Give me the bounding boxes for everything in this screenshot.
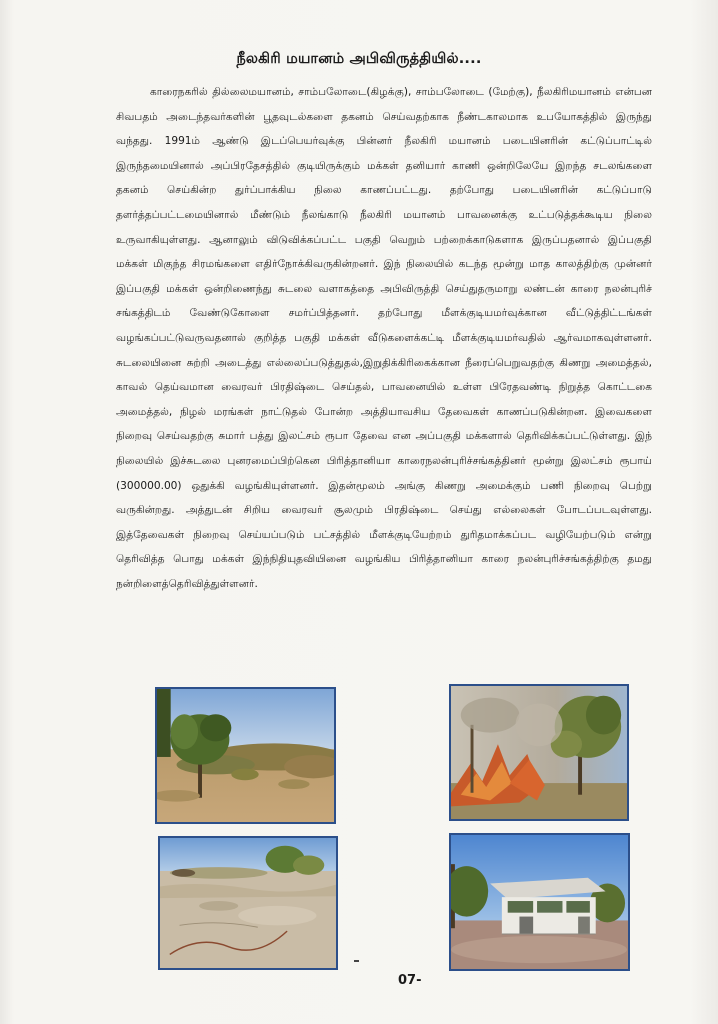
photo-scrubland: [155, 687, 336, 824]
article-body: காரைநகரில் தில்லைமயானம், சாம்பலோடை(கிழக்கு), சாம்பலோடை (மேற்கு), நீலகிரிமயானம் என்பன சிவபதம் அடைந்தவர்களின் பூதவுடல்களை தகனம் செய்வதற்காக நீண்டகாலமாக உபயோகத்தில் இருந்து வந்தது. 1991ம் ஆண்டு இடப்பெயர்வுக்கு பின்னர் நீலகிரி மயானம் படையினரின் கட்டுப்பாட்டில் இருந்தமையினால் அப்பிரதேசத்தில் குடியிருக்கும் மக்கள் தனியார் காணி ஒன்றிலேயே இறந்த சடலங்களை தகனம் செய்கின்ற துர்ப்பாக்கிய நிலை காணப்பட்டது. தற்போது படையினரின் கட்டுப்பாடு தளர்த்தப்பட்டமையினால் மீண்டும் நீலங்காடு நீலகிரி மயானம் பாவனைக்கு உட்படுத்தக்கூடிய நிலை உருவாகியுள்ளது. ஆனாலும் விடுவிக்கப்பட்ட பகுதி வெறும் பற்றைக்காடுகளாக இருப்பதனால் இப்பகுதி மக்கள் மிகுந்த சிரமங்களை எதிர்நோக்கிவருகின்றனர். இந் நிலையில் கடந்த மூன்று மாத காலத்திற்கு முன்னர் இப்பகுதி மக்கள் ஒன்றிணைந்து சுடலை வளாகத்தை அபிவிருத்தி செய்துதருமாறு லண்டன் காரை நலன்புரிச் சங்கத்திடம் வேண்டுகோளை சமர்ப்பித்தனர். தற்போது மீளக்குடியமர்வுக்கான வீட்டுத்திட்டங்கள் வழங்கப்பட்டுவருவதனால் குறித்த பகுதி மக்கள் வீடுகளைக்கட்டி மீளக்குடியமர்வதில் ஆர்வமாகவுள்ளனர். சுடலையினை சுற்றி அடைத்து எல்லைப்படுத்துதல்,இறுதிக்கிரிகைக்கான நீரைப்பெறுவதற்கு கிணறு அமைத்தல், காவல் தெய்வமான வைரவர் பிரதிஷ்டை செய்தல், பாவனையில் உள்ள பிரேதவண்டி நிறுத்த கொட்டகை அமைத்தல், நிழல் மரங்கள் நாட்டுதல் போன்ற அத்தியாவசிய தேவைகள் காணப்படுகின்றன. இவைகளை நிறைவு செய்வதற்கு சுமார் பத்து இலட்சம் ரூபா தேவை என அப்பகுதி மக்களால் தெரிவிக்கப்பட்டுள்ளது. இந் நிலையில் இச்சுடலை புனரமைப்பிற்கென பிரித்தானியா காரைநலன்புரிச்சங்கத்தினர் மூன்று இலட்சம் ரூபாய் (300000.00) ஒதுக்கி வழங்கியுள்ளனர். இதன்மூலம் அங்கு கிணறு அமைக்கும் பணி நிறைவு பெற்று வருகின்றது. அத்துடன் சிறிய வைரவர் சூலமும் பிரதிஷ்டை செய்து எல்லைகள் போடப்படவுள்ளது. இத்தேவைகள் நிறைவு செய்யப்படும் பட்சத்தில் மீளக்குடியேற்றம் துரிதமாக்கப்பட வழியேற்படும் என்று தெரிவித்த பொது மக்கள் இந்நிதியுதவியினை வழங்கிய பிரித்தானியா காரை நலன்புரிச்சங்கத்திற்கு தமது நன்றிளைத்தெரிவித்துள்ளனர்.: [116, 86, 652, 590]
page-title: நீலகிரி மயானம் அபிவிருத்தியில்....: [236, 51, 482, 67]
photo-fire: [449, 684, 629, 821]
photo-cleared-land: [158, 836, 338, 970]
dash-mark: [354, 960, 359, 962]
page-number: 07-: [398, 973, 422, 988]
photo-shed: [449, 833, 630, 971]
